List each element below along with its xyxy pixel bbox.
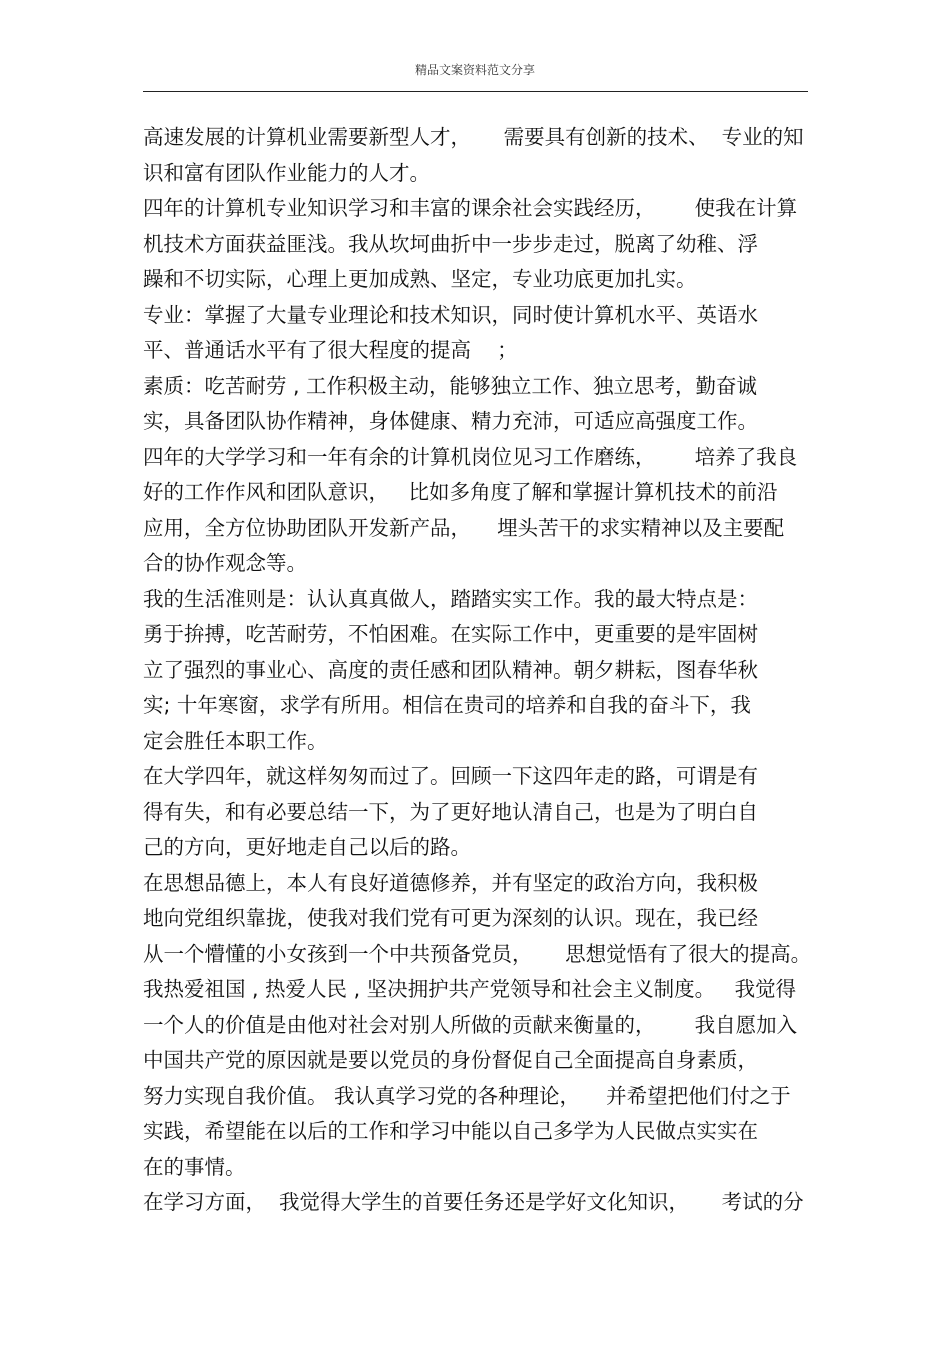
text-line: 在学习方面， 我觉得大学生的首要任务还是学好文化知识， 考试的分: [143, 1190, 804, 1214]
text-line: 机技术方面获益匪浅。我从坎坷曲折中一步步走过，脱离了幼稚、浮: [143, 231, 758, 256]
document-body: [143, 120, 823, 1221]
text-line: 应用，全方位协助团队开发新产品， 埋头苦干的求实精神以及主要配: [143, 515, 785, 540]
text-line: 四年的大学学习和一年有余的计算机岗位见习工作磨练， 培养了我良: [143, 444, 798, 469]
text-line: 地向党组织靠拢，使我对我们党有可更为深刻的认识。现在，我已经: [143, 906, 758, 930]
text-line: 实践，希望能在以后的工作和学习中能以自己多学为人民做点实实在: [143, 1119, 758, 1143]
text-line: 在大学四年，就这样匆匆而过了。回顾一下这四年走的路，可谓是有: [143, 764, 758, 788]
text-line: 实，具备团队协作精神，身体健康、精力充沛，可适应高强度工作。: [143, 409, 758, 433]
text-line: 努力实现自我价值。 我认真学习党的各种理论， 并希望把他们付之于: [143, 1083, 791, 1108]
text-line: 平、普通话水平有了很大程度的提高 ；: [143, 338, 518, 362]
text-line: 躁和不切实际，心理上更加成熟、坚定，专业功底更加扎实。: [143, 267, 697, 291]
text-line: 在的事情。: [143, 1154, 246, 1179]
text-line: 中国共产党的原因就是要以党员的身份督促自己全面提高自身素质，: [143, 1048, 758, 1072]
text-line: 我的生活准则是：认认真真做人，踏踏实实工作。我的最大特点是：: [143, 586, 758, 611]
text-line: 一个人的价值是由他对社会对别人所做的贡献来衡量的， 我自愿加入: [143, 1012, 798, 1037]
text-line: 己的方向，更好地走自己以后的路。: [143, 835, 471, 859]
text-line: 素质：吃苦耐劳 , 工作积极主动，能够独立工作、独立思考，勤奋诚: [143, 373, 758, 398]
text-line: 在思想品德上，本人有良好道德修养，并有坚定的政治方向，我积极: [143, 870, 758, 895]
text-line: 好的工作作风和团队意识， 比如多角度了解和掌握计算机技术的前沿: [143, 480, 778, 504]
text-line: 识和富有团队作业能力的人才。: [143, 160, 430, 185]
page-header: 精品文案资料范文分享: [414, 63, 535, 77]
text-line: 合的协作观念等。: [143, 551, 307, 575]
text-line: 立了强烈的事业心、高度的责任感和团队精神。朝夕耕耘，图春华秋: [143, 657, 758, 682]
text-line: 勇于拚搏，吃苦耐劳，不怕困难。在实际工作中，更重要的是牢固树: [143, 622, 758, 646]
header-divider: [143, 91, 808, 92]
text-line: 我热爱祖国 , 热爱人民 , 坚决拥护共产党领导和社会主义制度。 我觉得: [143, 977, 797, 1001]
text-line: 高速发展的计算机业需要新型人才， 需要具有创新的技术、 专业的知: [143, 125, 804, 149]
text-line: 从一个懵懂的小女孩到一个中共预备党员， 思想觉悟有了很大的提高。: [143, 941, 812, 966]
text-line: 定会胜任本职工作。: [143, 728, 328, 753]
text-line: 实; 十年寒窗，求学有所用。相信在贵司的培养和自我的奋斗下，我: [143, 693, 751, 717]
text-line: 四年的计算机专业知识学习和丰富的课余社会实践经历， 使我在计算: [143, 196, 798, 220]
text-line: 得有失，和有必要总结一下，为了更好地认清自己，也是为了明白自: [143, 799, 758, 824]
text-line: 专业：掌握了大量专业理论和技术知识，同时使计算机水平、英语水: [143, 302, 758, 327]
